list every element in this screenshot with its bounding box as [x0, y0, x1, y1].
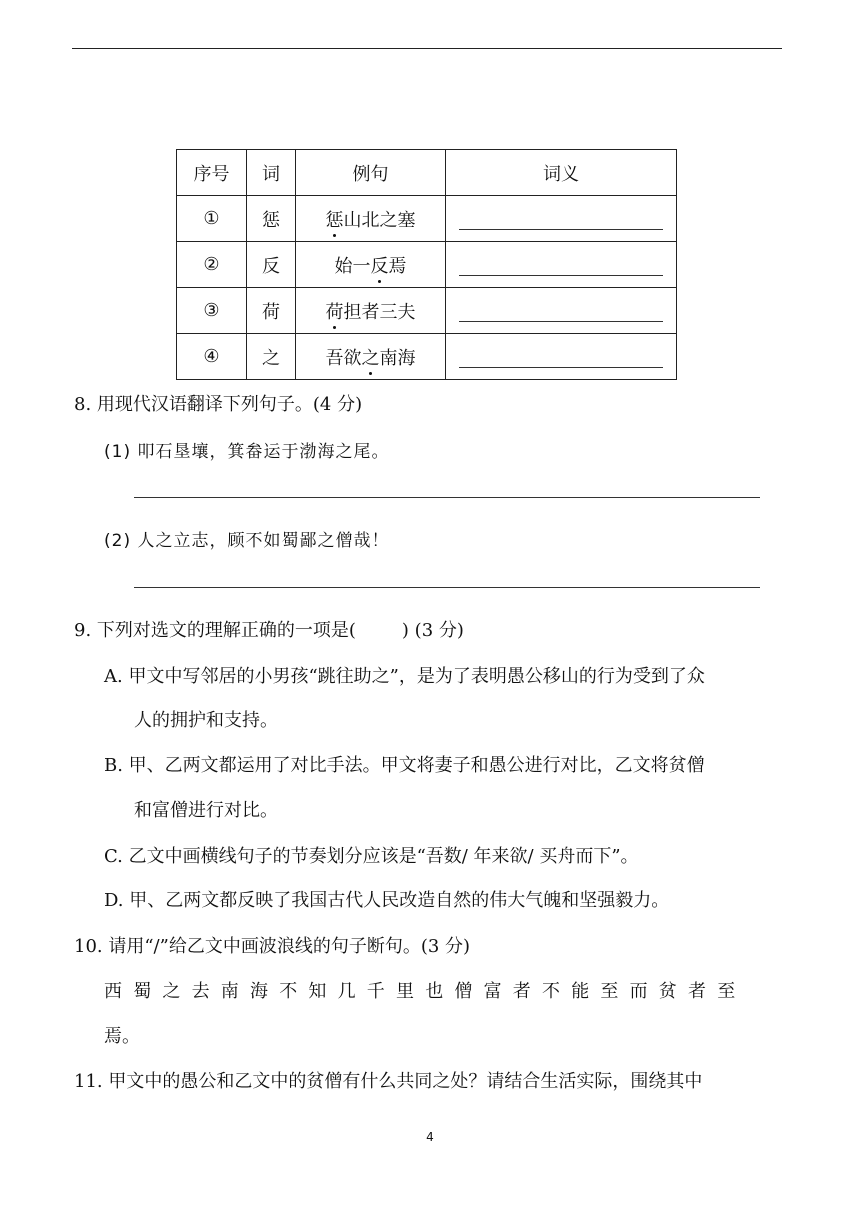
table-row: [177, 196, 677, 242]
table-row: [177, 288, 677, 334]
answer-blank-cell[interactable]: [446, 196, 677, 242]
answer-blank-cell[interactable]: [446, 242, 677, 288]
table-row: [177, 242, 677, 288]
row-example: 吾欲之南海: [296, 334, 446, 380]
q10-passage-cont: 焉。: [104, 1026, 140, 1047]
q9-option-c: C. 乙文中画横线句子的节奏划分应该是“吾数/ 年来欲/ 买舟而下”。: [104, 846, 639, 867]
emphasis-char: 惩: [326, 206, 344, 232]
table-header-row: [177, 150, 677, 196]
header-meaning: 词义: [446, 150, 677, 196]
emphasis-char: 反: [371, 252, 389, 278]
q9-option-b-cont: 和富僧进行对比。: [134, 800, 278, 821]
row-example: 荷担者三夫: [296, 288, 446, 334]
q11-stem: 11. 甲文中的愚公和乙文中的贫僧有什么共同之处？请结合生活实际，围绕其中: [74, 1071, 703, 1092]
row-word: 惩: [247, 196, 296, 242]
answer-blank[interactable]: [459, 207, 663, 230]
answer-blank[interactable]: [459, 345, 663, 368]
row-example: 始一反焉: [296, 242, 446, 288]
answer-blank-cell[interactable]: [446, 288, 677, 334]
row-num: ①: [177, 196, 247, 242]
row-num: ④: [177, 334, 247, 380]
header-num: 序号: [177, 150, 247, 196]
q8-answer-line-2[interactable]: [134, 587, 760, 588]
header-example: 例句: [296, 150, 446, 196]
vocabulary-table: [176, 149, 677, 380]
row-num: ②: [177, 242, 247, 288]
header-rule: [72, 48, 782, 49]
page-number: 4: [426, 1130, 434, 1144]
q9-stem: 9. 下列对选文的理解正确的一项是( ) (3 分): [74, 620, 464, 641]
emphasis-char: 之: [362, 344, 380, 370]
row-word: 荷: [247, 288, 296, 334]
q9-option-a-cont: 人的拥护和支持。: [134, 710, 278, 731]
q10-stem: 10. 请用“/”给乙文中画波浪线的句子断句。(3 分): [74, 936, 471, 957]
q9-option-d: D. 甲、乙两文都反映了我国古代人民改造自然的伟大气魄和坚强毅力。: [104, 890, 670, 911]
answer-blank[interactable]: [459, 299, 663, 322]
row-word: 之: [247, 334, 296, 380]
q10-passage: 西蜀之去南海不知几千里也僧富者不能至而贫者至: [104, 981, 747, 1002]
answer-blank[interactable]: [459, 253, 663, 276]
row-example: 惩山北之塞: [296, 196, 446, 242]
q8-sentence-2: (2) 人之立志，顾不如蜀鄙之僧哉！: [104, 531, 390, 551]
row-num: ③: [177, 288, 247, 334]
q8-stem: 8. 用现代汉语翻译下列句子。(4 分): [74, 394, 363, 415]
q8-sentence-1: (1) 叩石垦壤，箕畚运于渤海之尾。: [104, 442, 390, 462]
table-row: [177, 334, 677, 380]
header-word: 词: [247, 150, 296, 196]
q9-option-a: A. 甲文中写邻居的小男孩“跳往助之”，是为了表明愚公移山的行为受到了众: [104, 666, 705, 687]
q8-answer-line-1[interactable]: [134, 497, 760, 498]
q9-option-b: B. 甲、乙两文都运用了对比手法。甲文将妻子和愚公进行对比，乙文将贫僧: [104, 755, 705, 776]
answer-blank-cell[interactable]: [446, 334, 677, 380]
row-word: 反: [247, 242, 296, 288]
emphasis-char: 荷: [326, 298, 344, 324]
